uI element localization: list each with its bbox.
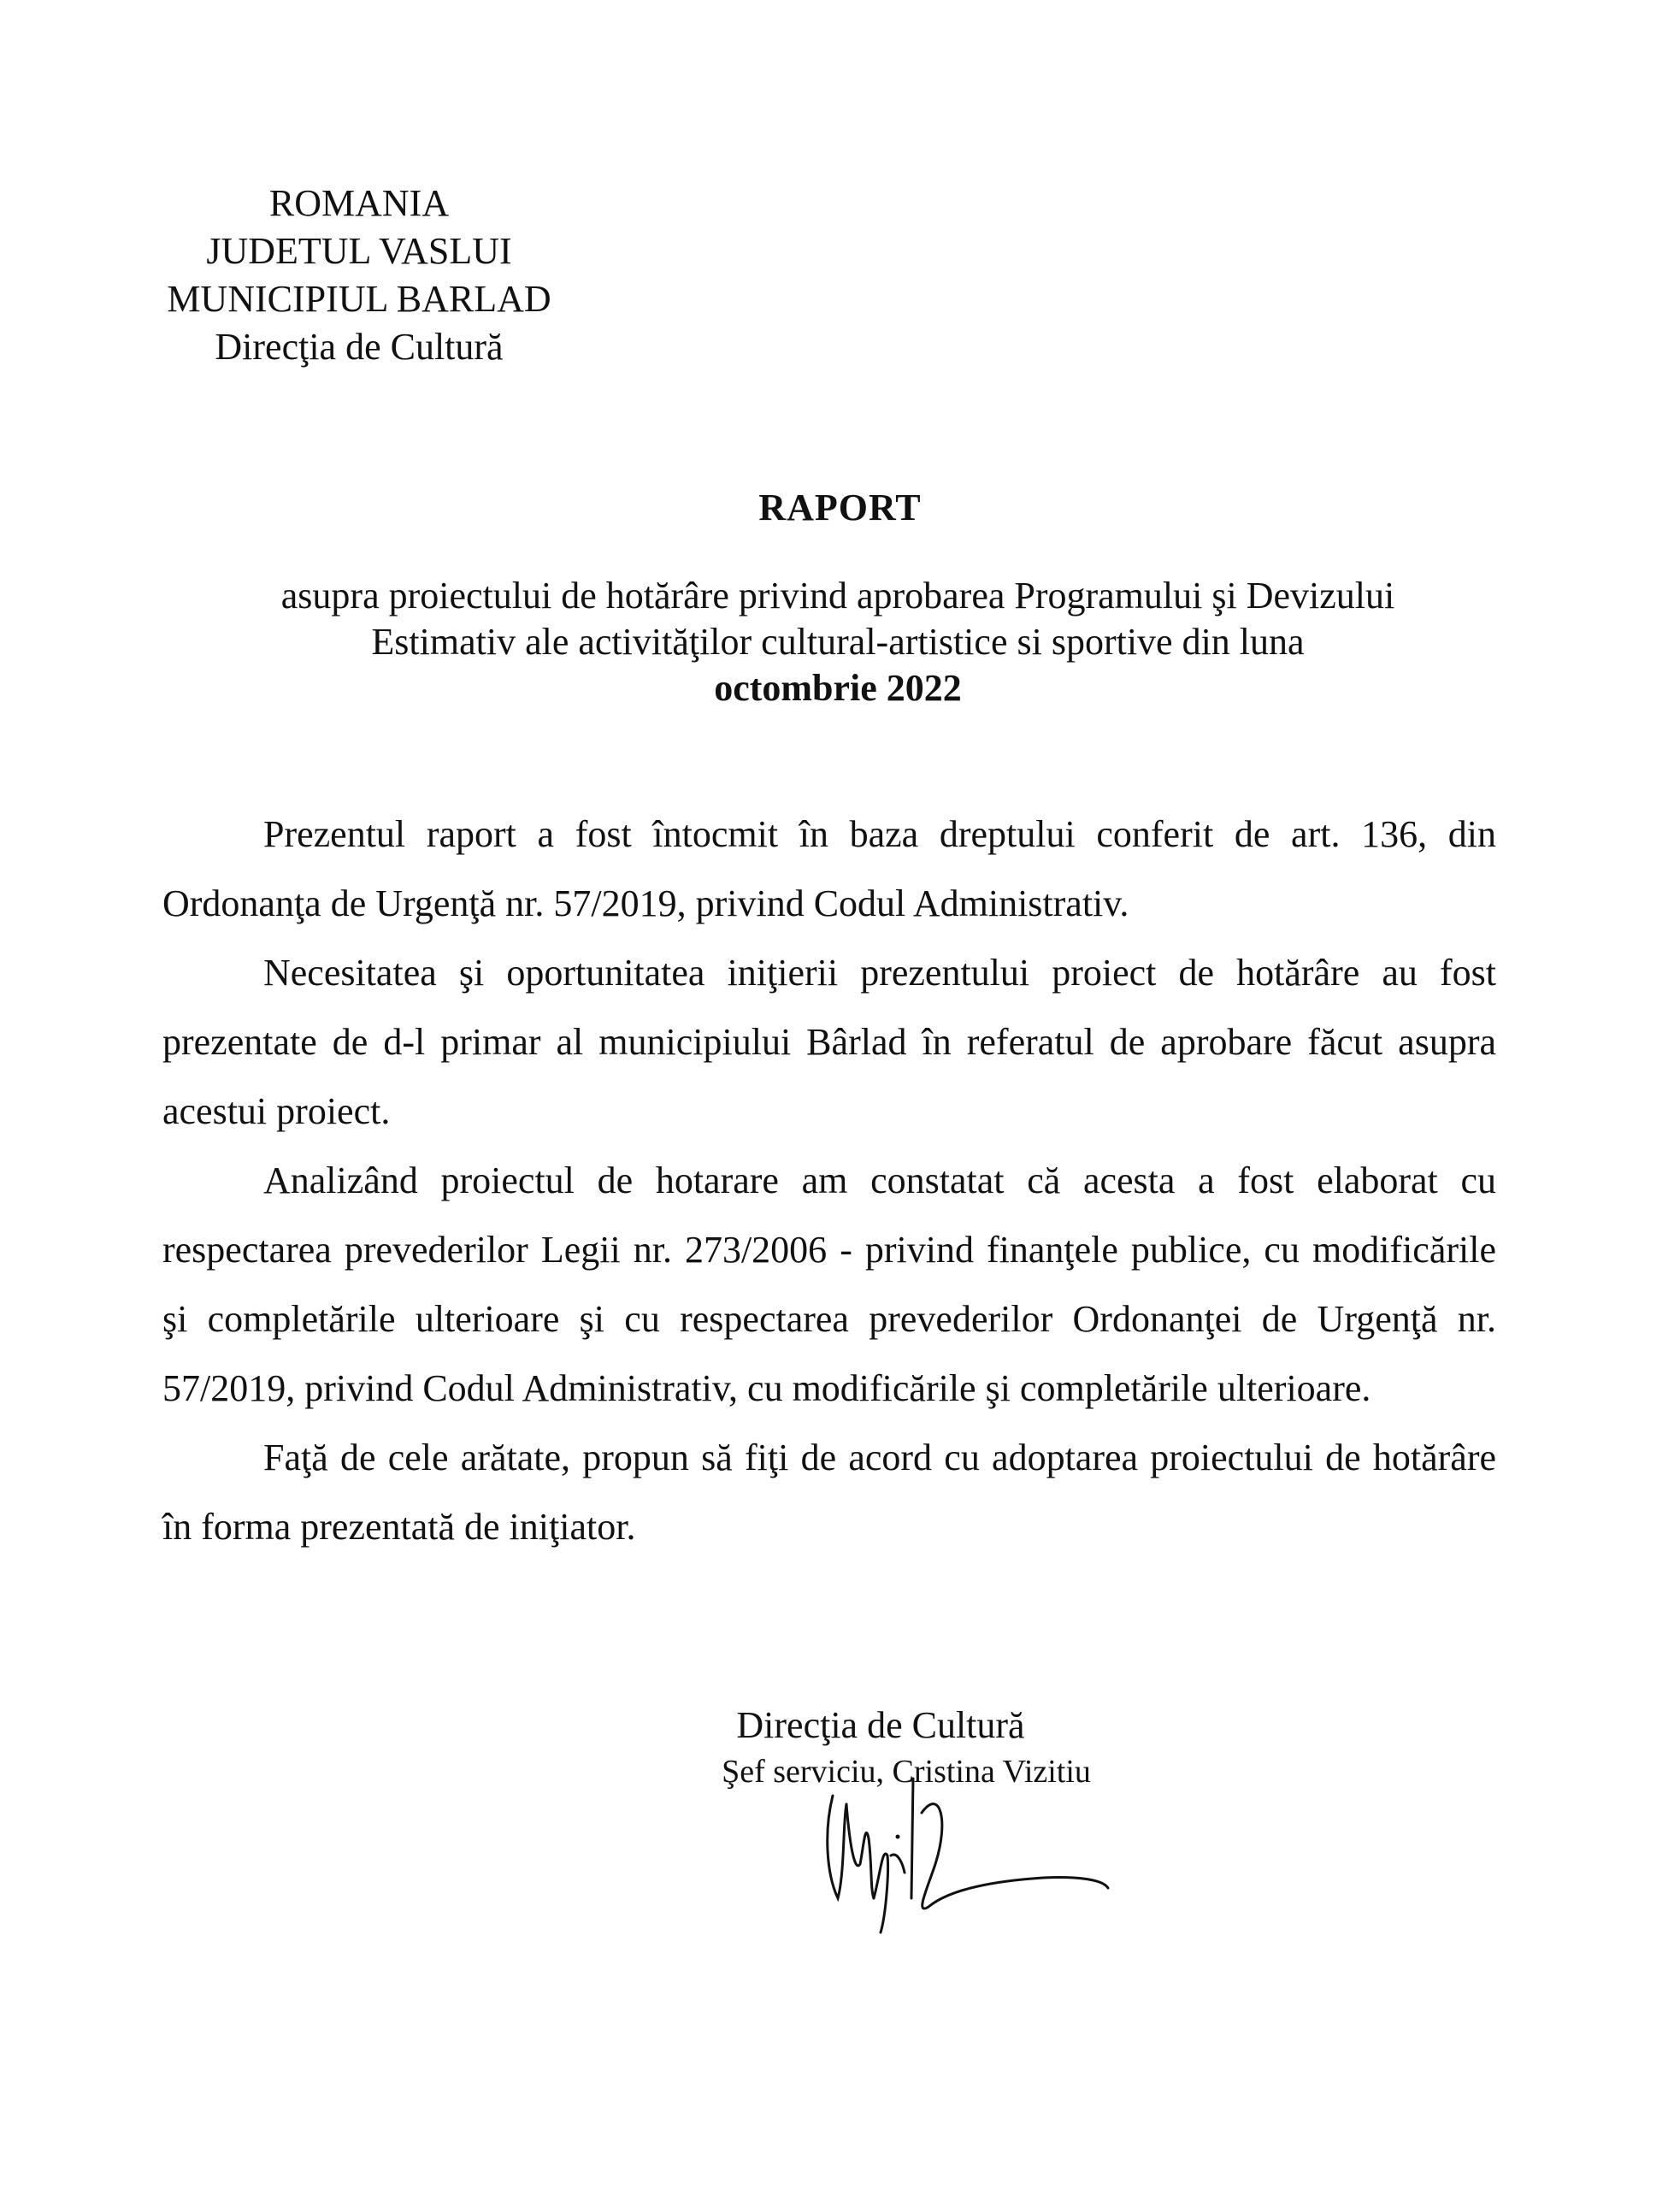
subtitle-period: octombrie 2022	[714, 667, 962, 709]
signature-role: Şef serviciu, Cristina Vizitiu	[722, 1754, 1091, 1790]
letterhead-municipality: MUNICIPIUL BARLAD	[167, 278, 551, 320]
paragraph-necessity: Necesitatea şi oportunitatea iniţierii prezentului proiect de hotărâre au fost prezentate de d-l primar al municipiului Bârlad în referatul de aprobare făcut asupra acestui proiect.	[162, 952, 1496, 1132]
paragraph-analysis: Analizând proiectul de hotarare am constatat că acesta a fost elaborat cu respectarea prevederilor Legii nr. 273/2006 - privind finanţele publice, cu modificările şi completările ulterioare şi cu respectarea prevederilor Ordonanţei de Urgenţă nr. 57/2019, privind Codul Administrativ, cu modificările şi completările ulterioare.	[162, 1159, 1496, 1409]
document-subtitle	[154, 573, 1522, 711]
paragraph-conclusion: Faţă de cele arătate, propun să fiţi de acord cu adoptarea proiectului de hotărâre în forma prezentată de iniţiator.	[162, 1437, 1496, 1548]
letterhead-department: Direcţia de Cultură	[215, 326, 504, 368]
signature-department: Direcţia de Cultură	[736, 1704, 1025, 1746]
paragraph-legal-basis: Prezentul raport a fost întocmit în baza dreptului conferit de art. 136, din Ordonanţa de Urgenţă nr. 57/2019, privind Codul Administrativ.	[162, 813, 1496, 924]
document-title: RAPORT	[758, 487, 922, 528]
subtitle-line-2: Estimativ ale activităţilor cultural-artistice si sportive din luna	[371, 621, 1305, 663]
letterhead-county: JUDETUL VASLUI	[206, 230, 512, 272]
letterhead-country: ROMANIA	[268, 182, 450, 224]
handwritten-signature	[821, 1770, 1129, 1941]
letterhead	[137, 180, 581, 371]
subtitle-line-1: asupra proiectului de hotărâre privind aprobarea Programului şi Devizului	[280, 575, 1395, 617]
report-body	[162, 799, 1496, 1561]
